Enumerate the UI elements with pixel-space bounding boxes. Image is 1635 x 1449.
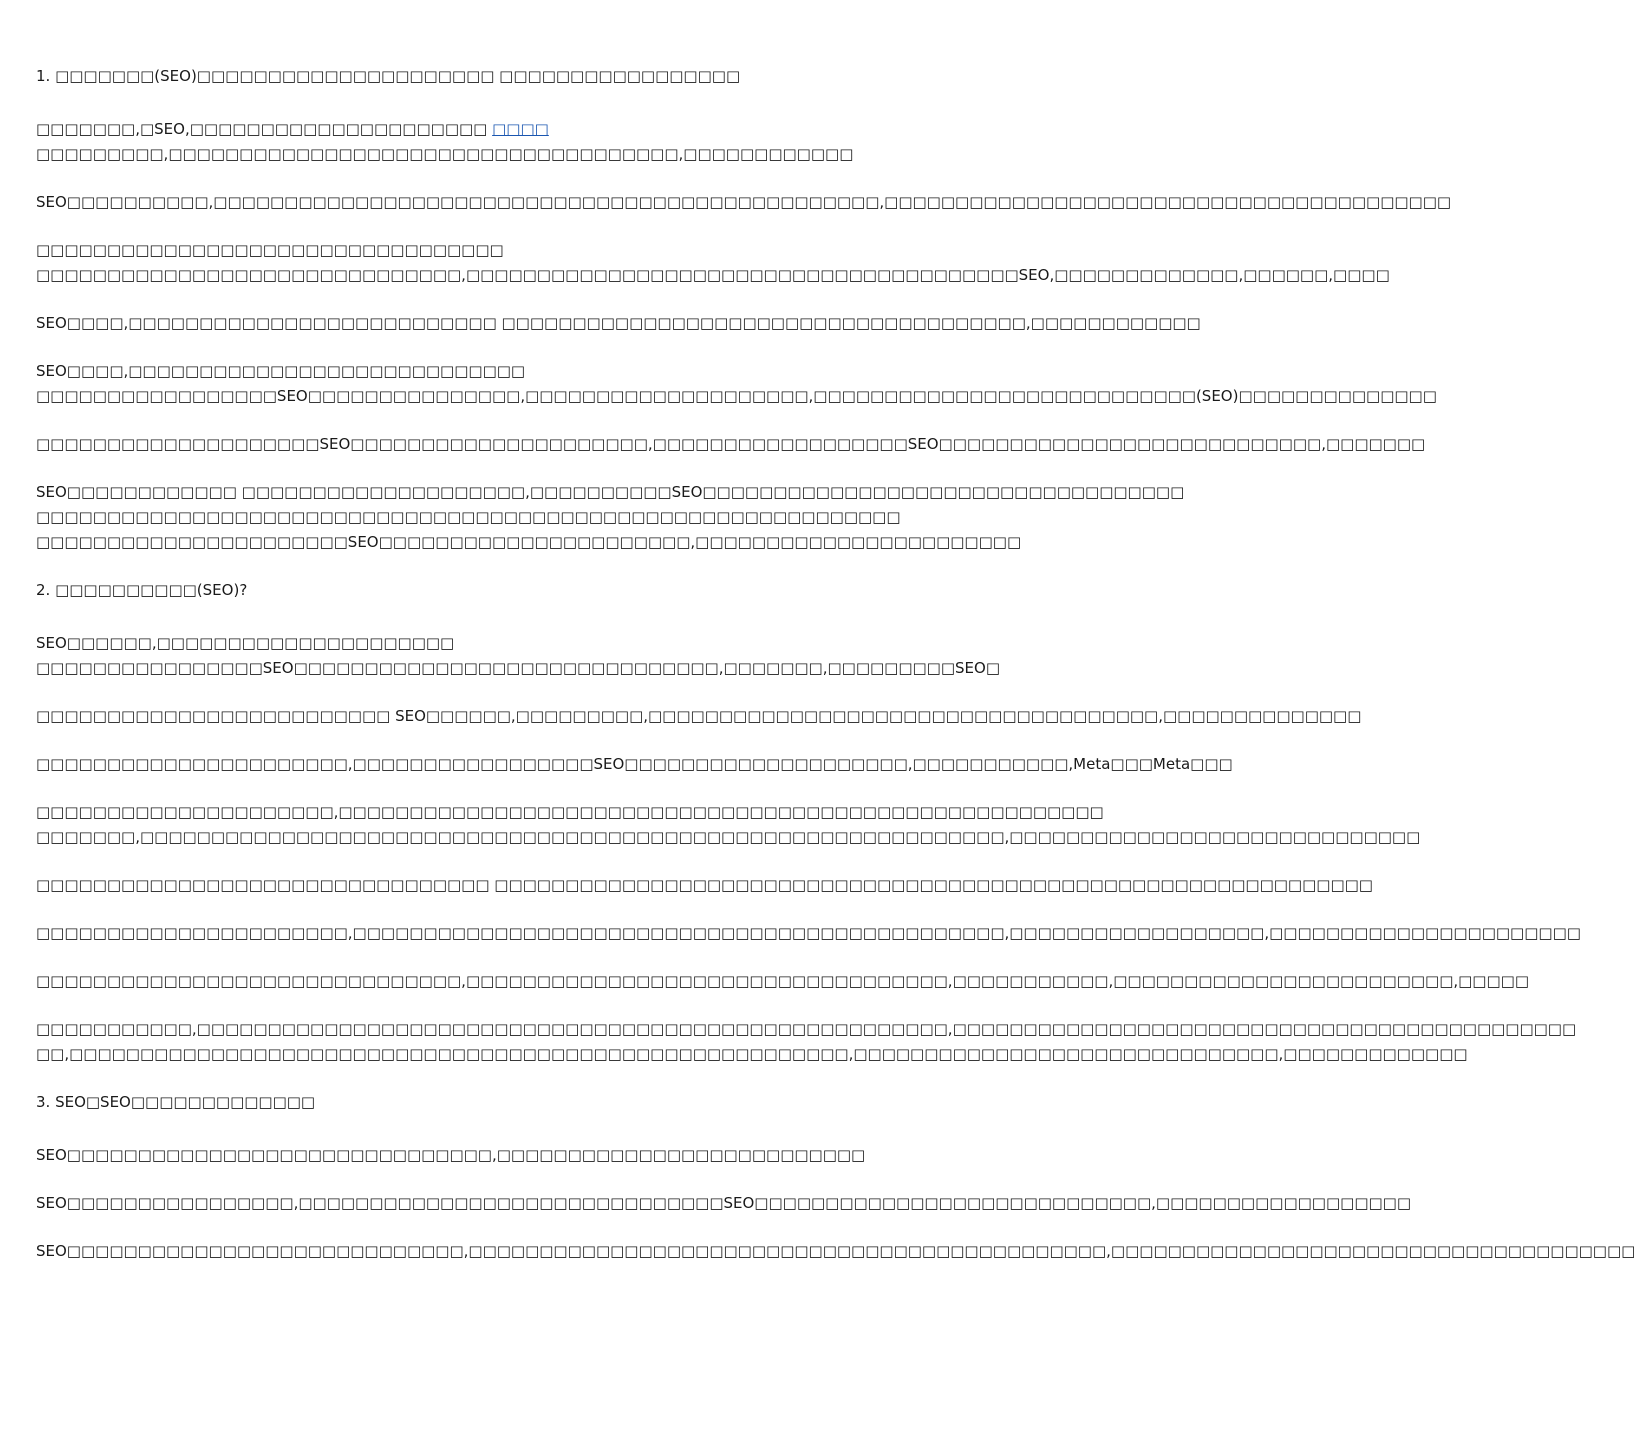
paragraph bbox=[36, 1145, 990, 1165]
paragraph-line: SEO□□□□□□□□□□□□□□□□□□□□□□□□□□□□,□□□□□□□□□□□□□□□□□□□□□□□□□□□□□□□□□□□□□□□□□□□□□,□□□□□□□□□□□□□□□□□□□□□□□□□□□□□□□□□□□□□ bbox=[36, 1242, 1635, 1260]
paragraph-line: □□□□□□□□□□□□□□□□□□□□□□,□□□□□□□□□□□□□□□□□SEO□□□□□□□□□□□□□□□□□□□□,□□□□□□□□□□□,Meta□□□Meta□□□ bbox=[36, 755, 1233, 773]
paragraph-line: □□□□□□□□□□□,□□□□□□□□□□□□□□□□□□□□□□□□□□□□□□□□□□□□□□□□□□□□□□□□□□□□□,□□□□□□□□□□□□□□□□□□□□□□□□□□□□□□□□□□□□□□□□□□□□ bbox=[36, 1020, 1577, 1038]
paragraph-line: SEO□□□□□□□□□□□□□□□□,□□□□□□□□□□□□□□□□□□□□□□□□□□□□□□SEO□□□□□□□□□□□□□□□□□□□□□□□□□□□□,□□□□□□□□□□□□□□□□□□ bbox=[36, 1194, 1412, 1212]
paragraph-line: □□□□□□□,□□□□□□□□□□□□□□□□□□□□□□□□□□□□□□□□□□□□□□□□□□□□□□□□□□□□□□□□□□□□□,□□□□□□□□□□□□□□□□□□□□□□□□□□□□□ bbox=[36, 828, 1421, 846]
section-heading-3: 3. SEO□SEO□□□□□□□□□□□□□ bbox=[36, 1093, 316, 1111]
paragraph-line: SEO□□□□□□,□□□□□□□□□□□□□□□□□□□□□ bbox=[36, 634, 455, 652]
paragraph bbox=[36, 1019, 1577, 1064]
paragraph-line: SEO□□□□,□□□□□□□□□□□□□□□□□□□□□□□□□□□□ bbox=[36, 362, 526, 380]
paragraph-line: □□□□□□□□□□□□□□□□□□□□□□,□□□□□□□□□□□□□□□□□□□□□□□□□□□□□□□□□□□□□□□□□□□□□□,□□□□□□□□□□□□□□□□□□,□□□□□□□□□□□□□□□□□□□□□□ bbox=[36, 924, 1581, 942]
paragraph bbox=[36, 633, 1001, 678]
paragraph-line: SEO□□□□□□□□□□□□□□□□□□□□□□□□□□□□□□,□□□□□□□□□□□□□□□□□□□□□□□□□□ bbox=[36, 1146, 866, 1164]
paragraph bbox=[36, 1193, 1412, 1213]
paragraph bbox=[36, 1241, 1635, 1261]
paragraph bbox=[36, 434, 1426, 454]
paragraph-line: □□□□□□□□□□□□□□□□□□□□□,□□□□□□□□□□□□□□□□□□□□□□□□□□□□□□□□□□□□□□□□□□□□□□□□□□□□□□ bbox=[36, 803, 1104, 821]
paragraph-line-text: □□□□□□□,□SEO,□□□□□□□□□□□□□□□□□□□□□ bbox=[36, 120, 488, 138]
paragraph-line: □□,□□□□□□□□□□□□□□□□□□□□□□□□□□□□□□□□□□□□□□□□□□□□□□□□□□□□□□□,□□□□□□□□□□□□□□□□□□□□□□□□□□□□□□,□□□□□□□□□□□□□ bbox=[36, 1045, 1468, 1063]
paragraph-line: □□□□□□□□□□□□□□□□□SEO□□□□□□□□□□□□□□□,□□□□□□□□□□□□□□□□□□□□,□□□□□□□□□□□□□□□□□□□□□□□□□□□(SEO)□□□□□□□□□□□□□□ bbox=[36, 387, 1437, 405]
paragraph bbox=[36, 482, 1185, 552]
paragraph-line: SEO□□□□□□□□□□,□□□□□□□□□□□□□□□□□□□□□□□□□□□□□□□□□□□□□□□□□□□□□□□,□□□□□□□□□□□□□□□□□□□□□□□□□□□□□□□□□□□□□□□□ bbox=[36, 193, 1452, 211]
inline-link[interactable]: □□□□ bbox=[492, 120, 549, 138]
paragraph-line: SEO□□□□,□□□□□□□□□□□□□□□□□□□□□□□□□□ □□□□□□□□□□□□□□□□□□□□□□□□□□□□□□□□□□□□□,□□□□□□□□□□□□ bbox=[36, 314, 1201, 332]
paragraph-line: □□□□□□□□□□□□□□□□□□□□□□□□□ SEO□□□□□□,□□□□□□□□□,□□□□□□□□□□□□□□□□□□□□□□□□□□□□□□□□□□□□,□□□□□□□□□□□□□□ bbox=[36, 707, 1362, 725]
paragraph-line: □□□□□□□□□□□□□□□□SEO□□□□□□□□□□□□□□□□□□□□□□□□□□□□□□,□□□□□□□,□□□□□□□□□SEO□ bbox=[36, 659, 1001, 677]
paragraph bbox=[36, 706, 1362, 726]
paragraph bbox=[36, 971, 1529, 991]
paragraph-line: □□□□□□□□□□□□□□□□□□□□□□□□□□□□□□□□□□□□□□□□□□□□□□□□□□□□□□□□□□□□□ bbox=[36, 508, 901, 526]
paragraph-line bbox=[36, 119, 990, 139]
paragraph-line: □□□□□□□□□□□□□□□□□□□□SEO□□□□□□□□□□□□□□□□□□□□□,□□□□□□□□□□□□□□□□□□SEO□□□□□□□□□□□□□□□□□□□□□□□□□□□,□□□□□□□ bbox=[36, 435, 1426, 453]
paragraph-line: □□□□□□□□□□□□□□□□□□□□□□□□□□□□□□,□□□□□□□□□□□□□□□□□□□□□□□□□□□□□□□□□□,□□□□□□□□□□□,□□□□□□□□□□□□□□□□□□□□□□□□,□□□□□ bbox=[36, 972, 1529, 990]
paragraph bbox=[36, 240, 1390, 285]
paragraph bbox=[36, 802, 1421, 847]
document-page bbox=[36, 66, 1635, 1289]
paragraph-line: SEO□□□□□□□□□□□□ □□□□□□□□□□□□□□□□□□□□,□□□□□□□□□□SEO□□□□□□□□□□□□□□□□□□□□□□□□□□□□□□□□□□ bbox=[36, 483, 1185, 501]
paragraph bbox=[36, 313, 1201, 333]
paragraph bbox=[36, 754, 1233, 774]
paragraph-line: □□□□□□□□□□□□□□□□□□□□□□SEO□□□□□□□□□□□□□□□□□□□□□□,□□□□□□□□□□□□□□□□□□□□□□□ bbox=[36, 533, 1022, 551]
paragraph-line: □□□□□□□□□□□□□□□□□□□□□□□□□□□□□□□□ □□□□□□□□□□□□□□□□□□□□□□□□□□□□□□□□□□□□□□□□□□□□□□□□□□□□□□□□□□□□□□ bbox=[36, 876, 1373, 894]
paragraph bbox=[36, 192, 1452, 212]
section-heading-2: 2. □□□□□□□□□□(SEO)? bbox=[36, 581, 248, 599]
paragraph bbox=[36, 875, 1373, 895]
paragraph-line: □□□□□□□□□,□□□□□□□□□□□□□□□□□□□□□□□□□□□□□□□□□□□□,□□□□□□□□□□□□ bbox=[36, 145, 854, 163]
paragraph bbox=[36, 119, 990, 164]
paragraph bbox=[36, 361, 1437, 406]
paragraph-line: □□□□□□□□□□□□□□□□□□□□□□□□□□□□□□□□□ bbox=[36, 241, 504, 259]
paragraph-line: □□□□□□□□□□□□□□□□□□□□□□□□□□□□□□,□□□□□□□□□□□□□□□□□□□□□□□□□□□□□□□□□□□□□□□SEO,□□□□□□□□□□□□□,□□□□□□,□□□□ bbox=[36, 266, 1390, 284]
section-heading-1: 1. □□□□□□□(SEO)□□□□□□□□□□□□□□□□□□□□□ □□□□□□□□□□□□□□□□□ bbox=[36, 67, 741, 85]
paragraph bbox=[36, 923, 1581, 943]
